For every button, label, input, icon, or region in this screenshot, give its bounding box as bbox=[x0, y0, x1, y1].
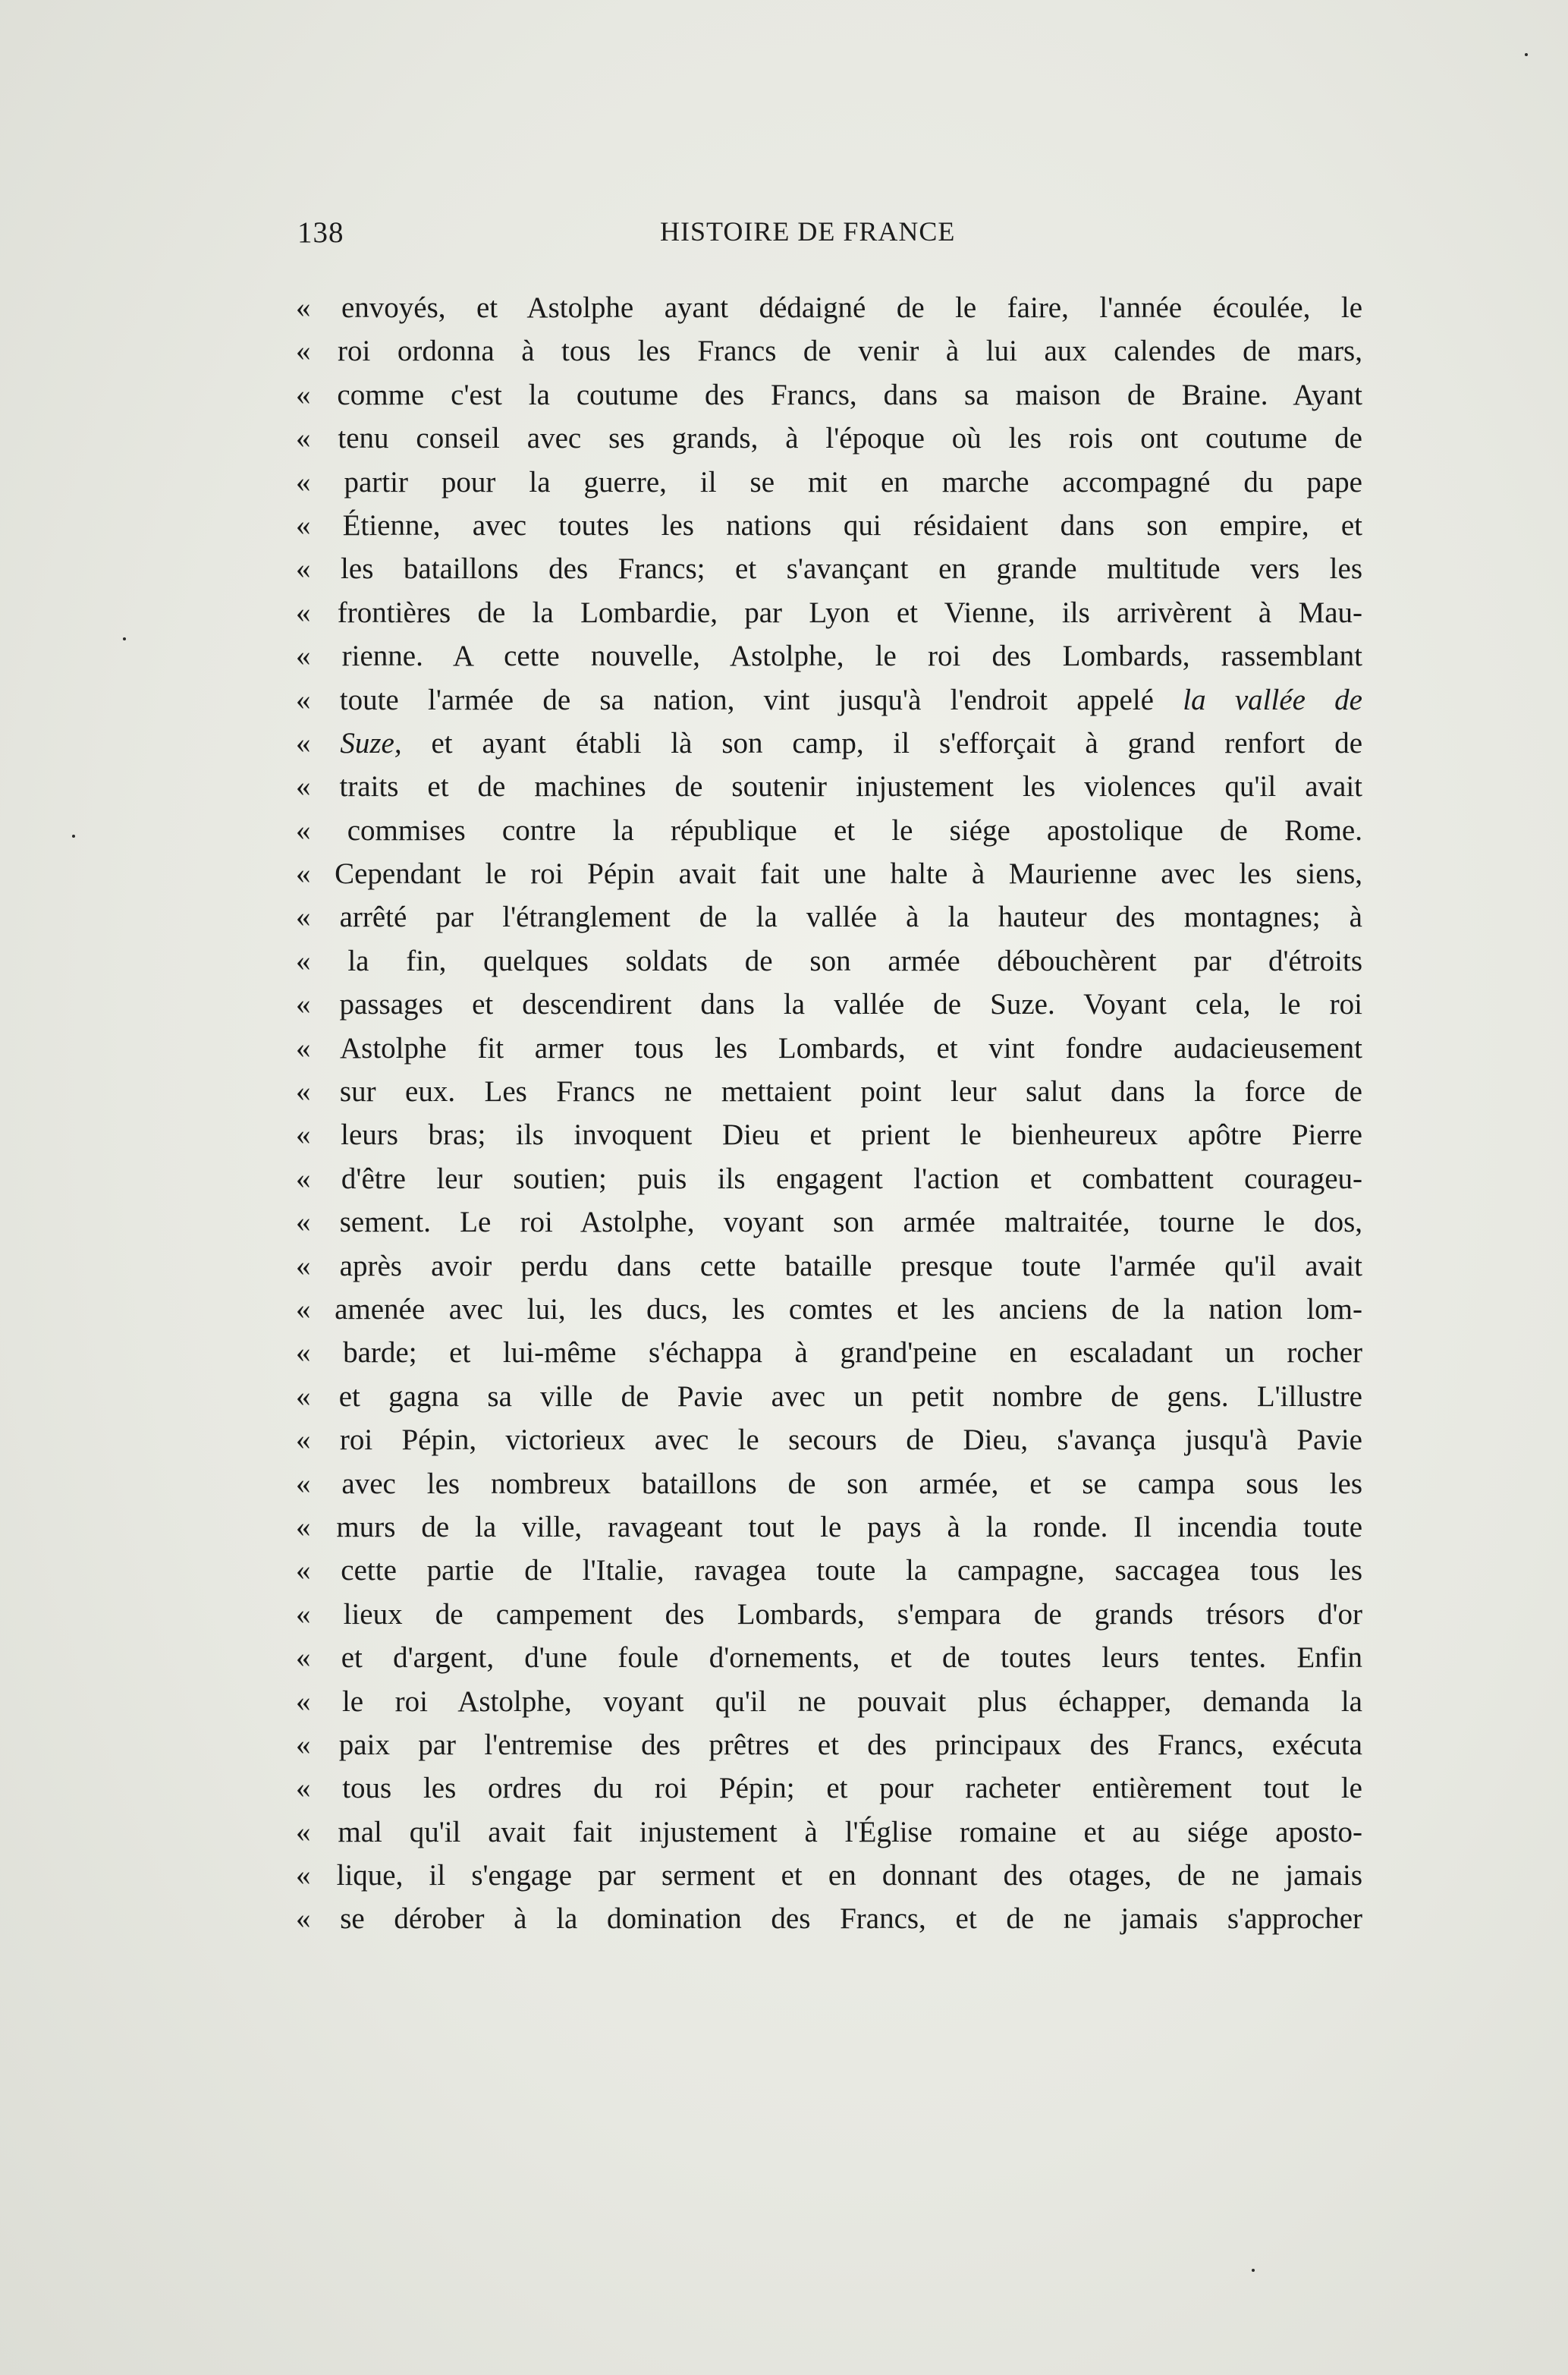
text-line bbox=[296, 1549, 1362, 1592]
line-text: « tous les ordres du roi Pépin; et pour racheter entièrement tout le bbox=[296, 1772, 1362, 1805]
line-text: « Étienne, avec toutes les nations qui résidaient dans son empire, et bbox=[296, 508, 1362, 542]
line-text: « mal qu'il avait fait injustement à l'Église romaine et au siége aposto- bbox=[296, 1815, 1362, 1848]
italic-phrase: la vallée de bbox=[1183, 683, 1362, 716]
text-line bbox=[296, 1854, 1362, 1897]
text-line bbox=[296, 722, 1362, 765]
line-text: « comme c'est la coutume des Francs, dans sa maison de Braine. Ayant bbox=[296, 378, 1362, 411]
line-text: « rienne. A cette nouvelle, Astolphe, le roi des Lombards, rassemblant bbox=[296, 640, 1362, 673]
line-text: « envoyés, et Astolphe ayant dédaigné de le faire, l'année écoulée, le bbox=[296, 291, 1362, 324]
text-line bbox=[296, 1244, 1362, 1288]
text-line bbox=[296, 1723, 1362, 1766]
text-line bbox=[296, 504, 1362, 547]
line-text: « murs de la ville, ravageant tout le pays à la ronde. Il incendia toute bbox=[296, 1510, 1362, 1543]
line-text: « lique, il s'engage par serment et en donnant des otages, de ne jamais bbox=[296, 1859, 1362, 1892]
line-text: « et gagna sa ville de Pavie avec un petit nombre de gens. L'illustre bbox=[296, 1379, 1362, 1413]
text-line bbox=[296, 1288, 1362, 1331]
line-text: « et d'argent, d'une foule d'ornements, et de toutes leurs tentes. Enfin bbox=[296, 1641, 1362, 1675]
line-text: « Astolphe fit armer tous les Lombards, et vint fondre audacieusement bbox=[296, 1031, 1362, 1065]
text-line bbox=[296, 1897, 1362, 1940]
dust-speck bbox=[1252, 2269, 1255, 2272]
line-text: « traits et de machines de soutenir injustement les violences qu'il avait bbox=[296, 770, 1362, 804]
line-text: « passages et descendirent dans la vallée de Suze. Voyant cela, le roi bbox=[296, 988, 1362, 1021]
running-title: HISTOIRE DE FRANCE bbox=[660, 216, 956, 247]
line-text: « commises contre la république et le siége apostolique de Rome. bbox=[296, 813, 1362, 847]
text-line bbox=[296, 329, 1362, 373]
text-line bbox=[296, 1331, 1362, 1374]
text-line bbox=[296, 1766, 1362, 1810]
line-text: « bbox=[296, 726, 341, 760]
dust-speck bbox=[72, 835, 75, 838]
line-text: « les bataillons des Francs; et s'avançant en grande multitude vers les bbox=[296, 552, 1362, 586]
text-line bbox=[296, 547, 1362, 590]
text-line bbox=[296, 373, 1362, 417]
text-line bbox=[296, 1070, 1362, 1113]
text-line bbox=[296, 1593, 1362, 1636]
page-number: 138 bbox=[297, 216, 344, 249]
text-line bbox=[296, 286, 1362, 329]
line-text: « cette partie de l'Italie, ravagea toute la campagne, saccagea tous les bbox=[296, 1554, 1362, 1587]
line-text: « leurs bras; ils invoquent Dieu et prient le bienheureux apôtre Pierre bbox=[296, 1118, 1362, 1152]
line-text: « avec les nombreux bataillons de son armée, et se campa sous les bbox=[296, 1467, 1362, 1500]
text-line bbox=[296, 634, 1362, 678]
line-text: « roi Pépin, victorieux avec le secours de Dieu, s'avança jusqu'à Pavie bbox=[296, 1423, 1362, 1457]
line-text: « la fin, quelques soldats de son armée débouchèrent par d'étroits bbox=[296, 944, 1362, 977]
text-line bbox=[296, 1810, 1362, 1854]
text-line bbox=[296, 678, 1362, 722]
text-line bbox=[296, 1680, 1362, 1723]
dust-speck bbox=[123, 637, 126, 640]
italic-phrase: Suze, bbox=[340, 726, 402, 760]
dust-speck bbox=[1525, 53, 1528, 56]
text-line bbox=[296, 1027, 1362, 1070]
text-line bbox=[296, 1375, 1362, 1418]
line-text: « le roi Astolphe, voyant qu'il ne pouvait plus échapper, demanda la bbox=[296, 1685, 1362, 1718]
text-line bbox=[296, 983, 1362, 1026]
line-text: « lieux de campement des Lombards, s'empara de grands trésors d'or bbox=[296, 1597, 1362, 1631]
text-line bbox=[296, 1636, 1362, 1679]
text-line bbox=[296, 1200, 1362, 1244]
line-text: « d'être leur soutien; puis ils engagent l'action et combattent courageu- bbox=[296, 1162, 1362, 1195]
text-line bbox=[296, 417, 1362, 460]
text-line bbox=[296, 1157, 1362, 1200]
text-line bbox=[296, 1462, 1362, 1505]
line-text: « sur eux. Les Francs ne mettaient point leur salut dans la force de bbox=[296, 1075, 1362, 1109]
line-text: « après avoir perdu dans cette bataille presque toute l'armée qu'il avait bbox=[296, 1249, 1362, 1282]
line-text: « toute l'armée de sa nation, vint jusqu'à l'endroit appelé bbox=[296, 683, 1183, 716]
text-line bbox=[296, 591, 1362, 634]
line-text: « Cependant le roi Pépin avait fait une halte à Maurienne avec les siens, bbox=[296, 857, 1362, 891]
line-text: « barde; et lui-même s'échappa à grand'peine en escaladant un rocher bbox=[296, 1336, 1362, 1370]
text-line bbox=[296, 461, 1362, 504]
line-text: « amenée avec lui, les ducs, les comtes et les anciens de la nation lom- bbox=[296, 1292, 1362, 1326]
line-text: « tenu conseil avec ses grands, à l'époque où les rois ont coutume de bbox=[296, 422, 1362, 455]
line-text: « frontières de la Lombardie, par Lyon et Vienne, ils arrivèrent à Mau- bbox=[296, 596, 1362, 629]
line-text: « arrêté par l'étranglement de la vallée à la hauteur des montagnes; à bbox=[296, 901, 1362, 934]
text-line bbox=[296, 1418, 1362, 1461]
line-text: « roi ordonna à tous les Francs de venir à lui aux calendes de mars, bbox=[296, 335, 1362, 368]
page-header bbox=[297, 215, 1001, 255]
text-line bbox=[296, 765, 1362, 808]
body-text bbox=[296, 286, 1362, 1941]
line-text: « sement. Le roi Astolphe, voyant son armée maltraitée, tourne le dos, bbox=[296, 1206, 1362, 1239]
line-text: et ayant établi là son camp, il s'efforçait à grand renfort de bbox=[401, 726, 1362, 760]
text-line bbox=[296, 895, 1362, 939]
line-text: « paix par l'entremise des prêtres et des principaux des Francs, exécuta bbox=[296, 1728, 1362, 1761]
line-text: « partir pour la guerre, il se mit en marche accompagné du pape bbox=[296, 465, 1362, 499]
text-line bbox=[296, 939, 1362, 983]
text-line bbox=[296, 1505, 1362, 1549]
text-line bbox=[296, 809, 1362, 852]
text-line bbox=[296, 852, 1362, 895]
text-line bbox=[296, 1113, 1362, 1156]
line-text: « se dérober à la domination des Francs, et de ne jamais s'approcher bbox=[296, 1902, 1362, 1936]
